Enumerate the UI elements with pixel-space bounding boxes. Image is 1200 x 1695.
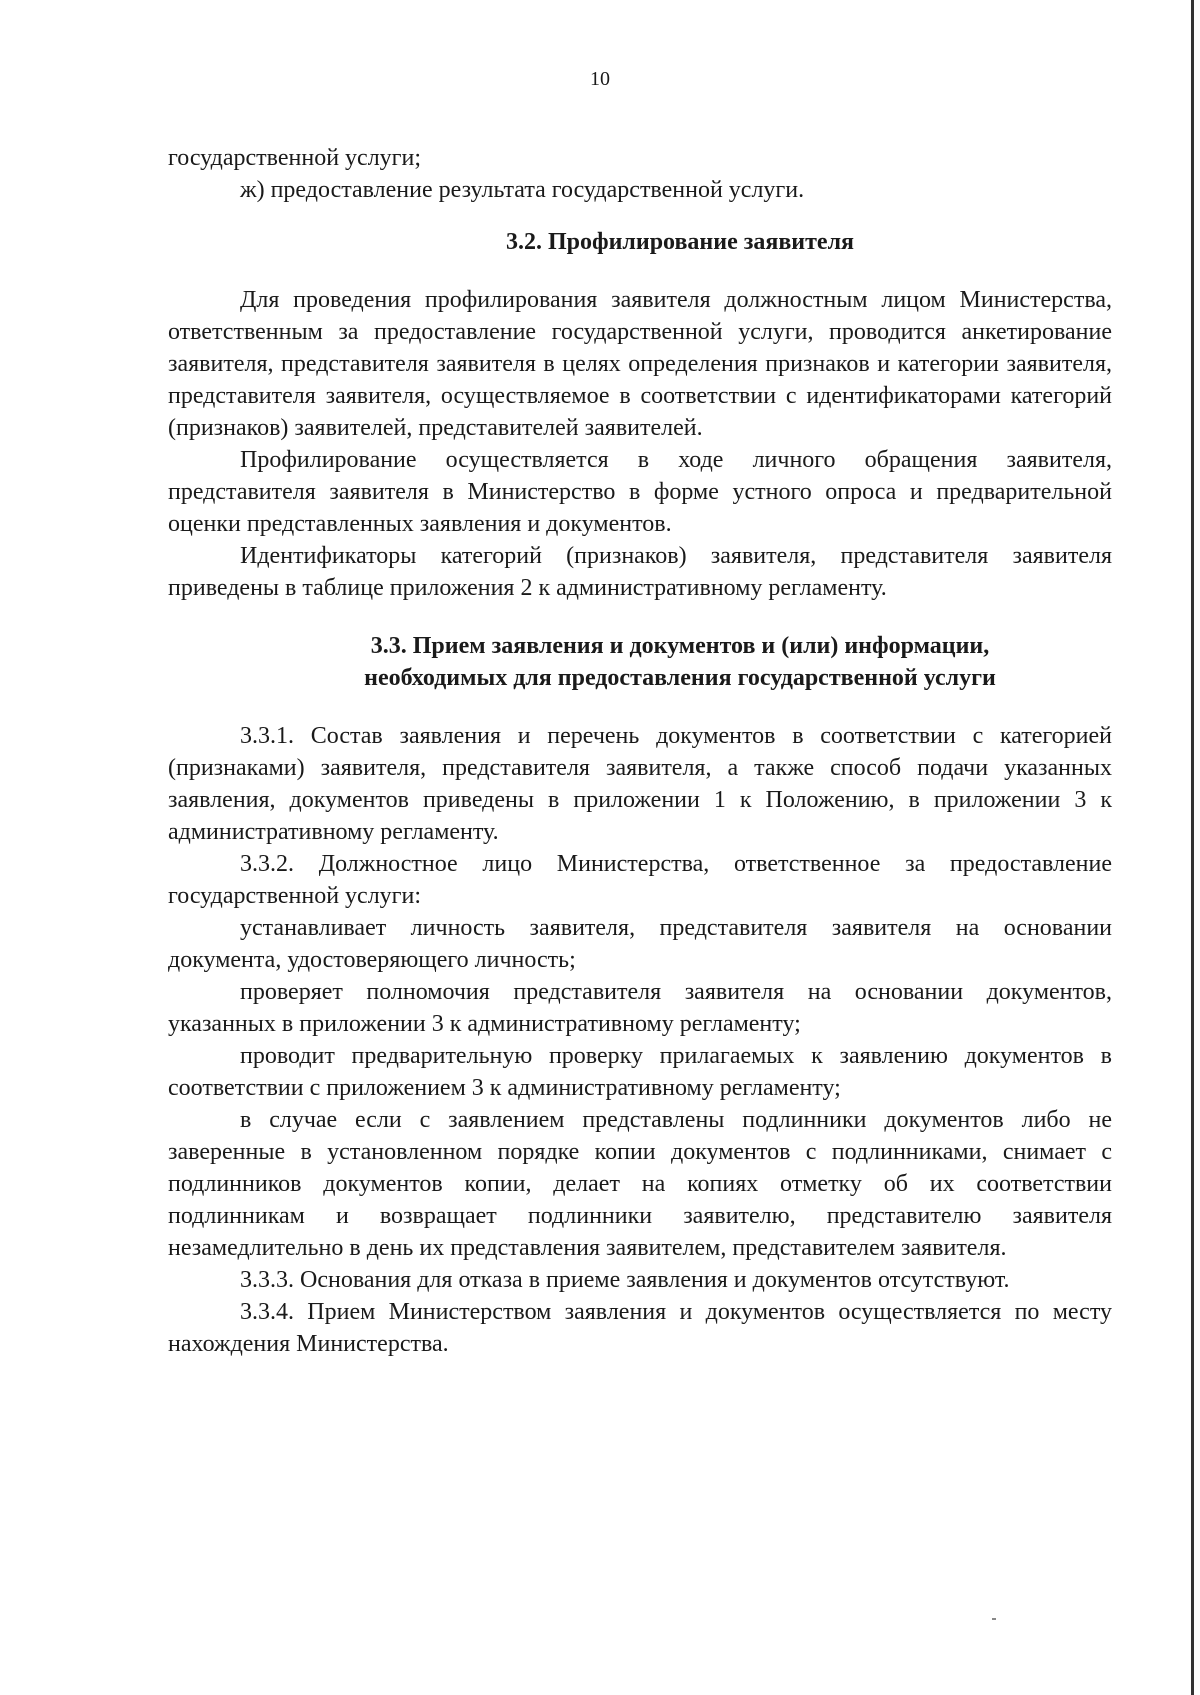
paragraph: Идентификаторы категорий (признаков) заявителя, представителя заявителя приведены в таблице приложения 2 к административному регламенту. [168, 543, 1112, 601]
section-3-3-heading [168, 630, 1112, 694]
paragraph: Профилирование осуществляется в ходе личного обращения заявителя, представителя заявителя в Министерство в форме устного опроса и предварительной оценки представленных заявления и документов. [168, 447, 1112, 537]
paragraph: 3.3.1. Состав заявления и перечень документов в соответствии с категорией (признаками) заявителя, представителя заявителя, а также способ подачи указанных заявления, документов приведены в приложении 1 к Положению, в приложении 3 к административному регламенту. [168, 723, 1112, 845]
document-body [168, 142, 1112, 1360]
section-3-3-heading-line-2: необходимых для предоставления государственной услуги [364, 665, 996, 691]
scan-edge-line [1191, 0, 1194, 1695]
paragraph: Для проведения профилирования заявителя должностным лицом Министерства, ответственным за предоставление государственной услуги, проводится анкетирование заявителя, представителя заявителя в целях определения признаков и категории заявителя, представителя заявителя, осуществляемое в соответствии с идентификаторами категорий (признаков) заявителей, представителей заявителей. [168, 287, 1112, 441]
intro-line-2: ж) предоставление результата государственной услуги. [240, 177, 805, 203]
paragraph: 3.3.4. Прием Министерством заявления и документов осуществляется по месту нахождения Министерства. [168, 1299, 1112, 1357]
scan-speck [992, 1618, 996, 1620]
page-number: 10 [590, 68, 610, 90]
section-3-2-heading: 3.2. Профилирование заявителя [505, 229, 855, 255]
paragraph: 3.3.3. Основания для отказа в приеме заявления и документов отсутствуют. [240, 1267, 1010, 1293]
paragraph: проводит предварительную проверку прилагаемых к заявлению документов в соответствии с приложением 3 к административному регламенту; [168, 1043, 1112, 1101]
intro-line-1: государственной услуги; [168, 145, 422, 171]
paragraph: 3.3.2. Должностное лицо Министерства, ответственное за предоставление государственной услуги: [168, 851, 1112, 909]
section-3-3-heading-line-1: 3.3. Прием заявления и документов и (или) информации, [370, 633, 990, 659]
paragraph: в случае если с заявлением представлены подлинники документов либо не заверенные в установленном порядке копии документов с подлинниками, снимает с подлинников документов копии, делает на копиях отметку об их соответствии подлинникам и возвращает подлинники заявителю, представителю заявителя незамедлительно в день их представления заявителем, представителем заявителя. [168, 1107, 1112, 1261]
paragraph: проверяет полномочия представителя заявителя на основании документов, указанных в приложении 3 к административному регламенту; [168, 979, 1112, 1037]
paragraph: устанавливает личность заявителя, представителя заявителя на основании документа, удостоверяющего личность; [168, 915, 1112, 973]
